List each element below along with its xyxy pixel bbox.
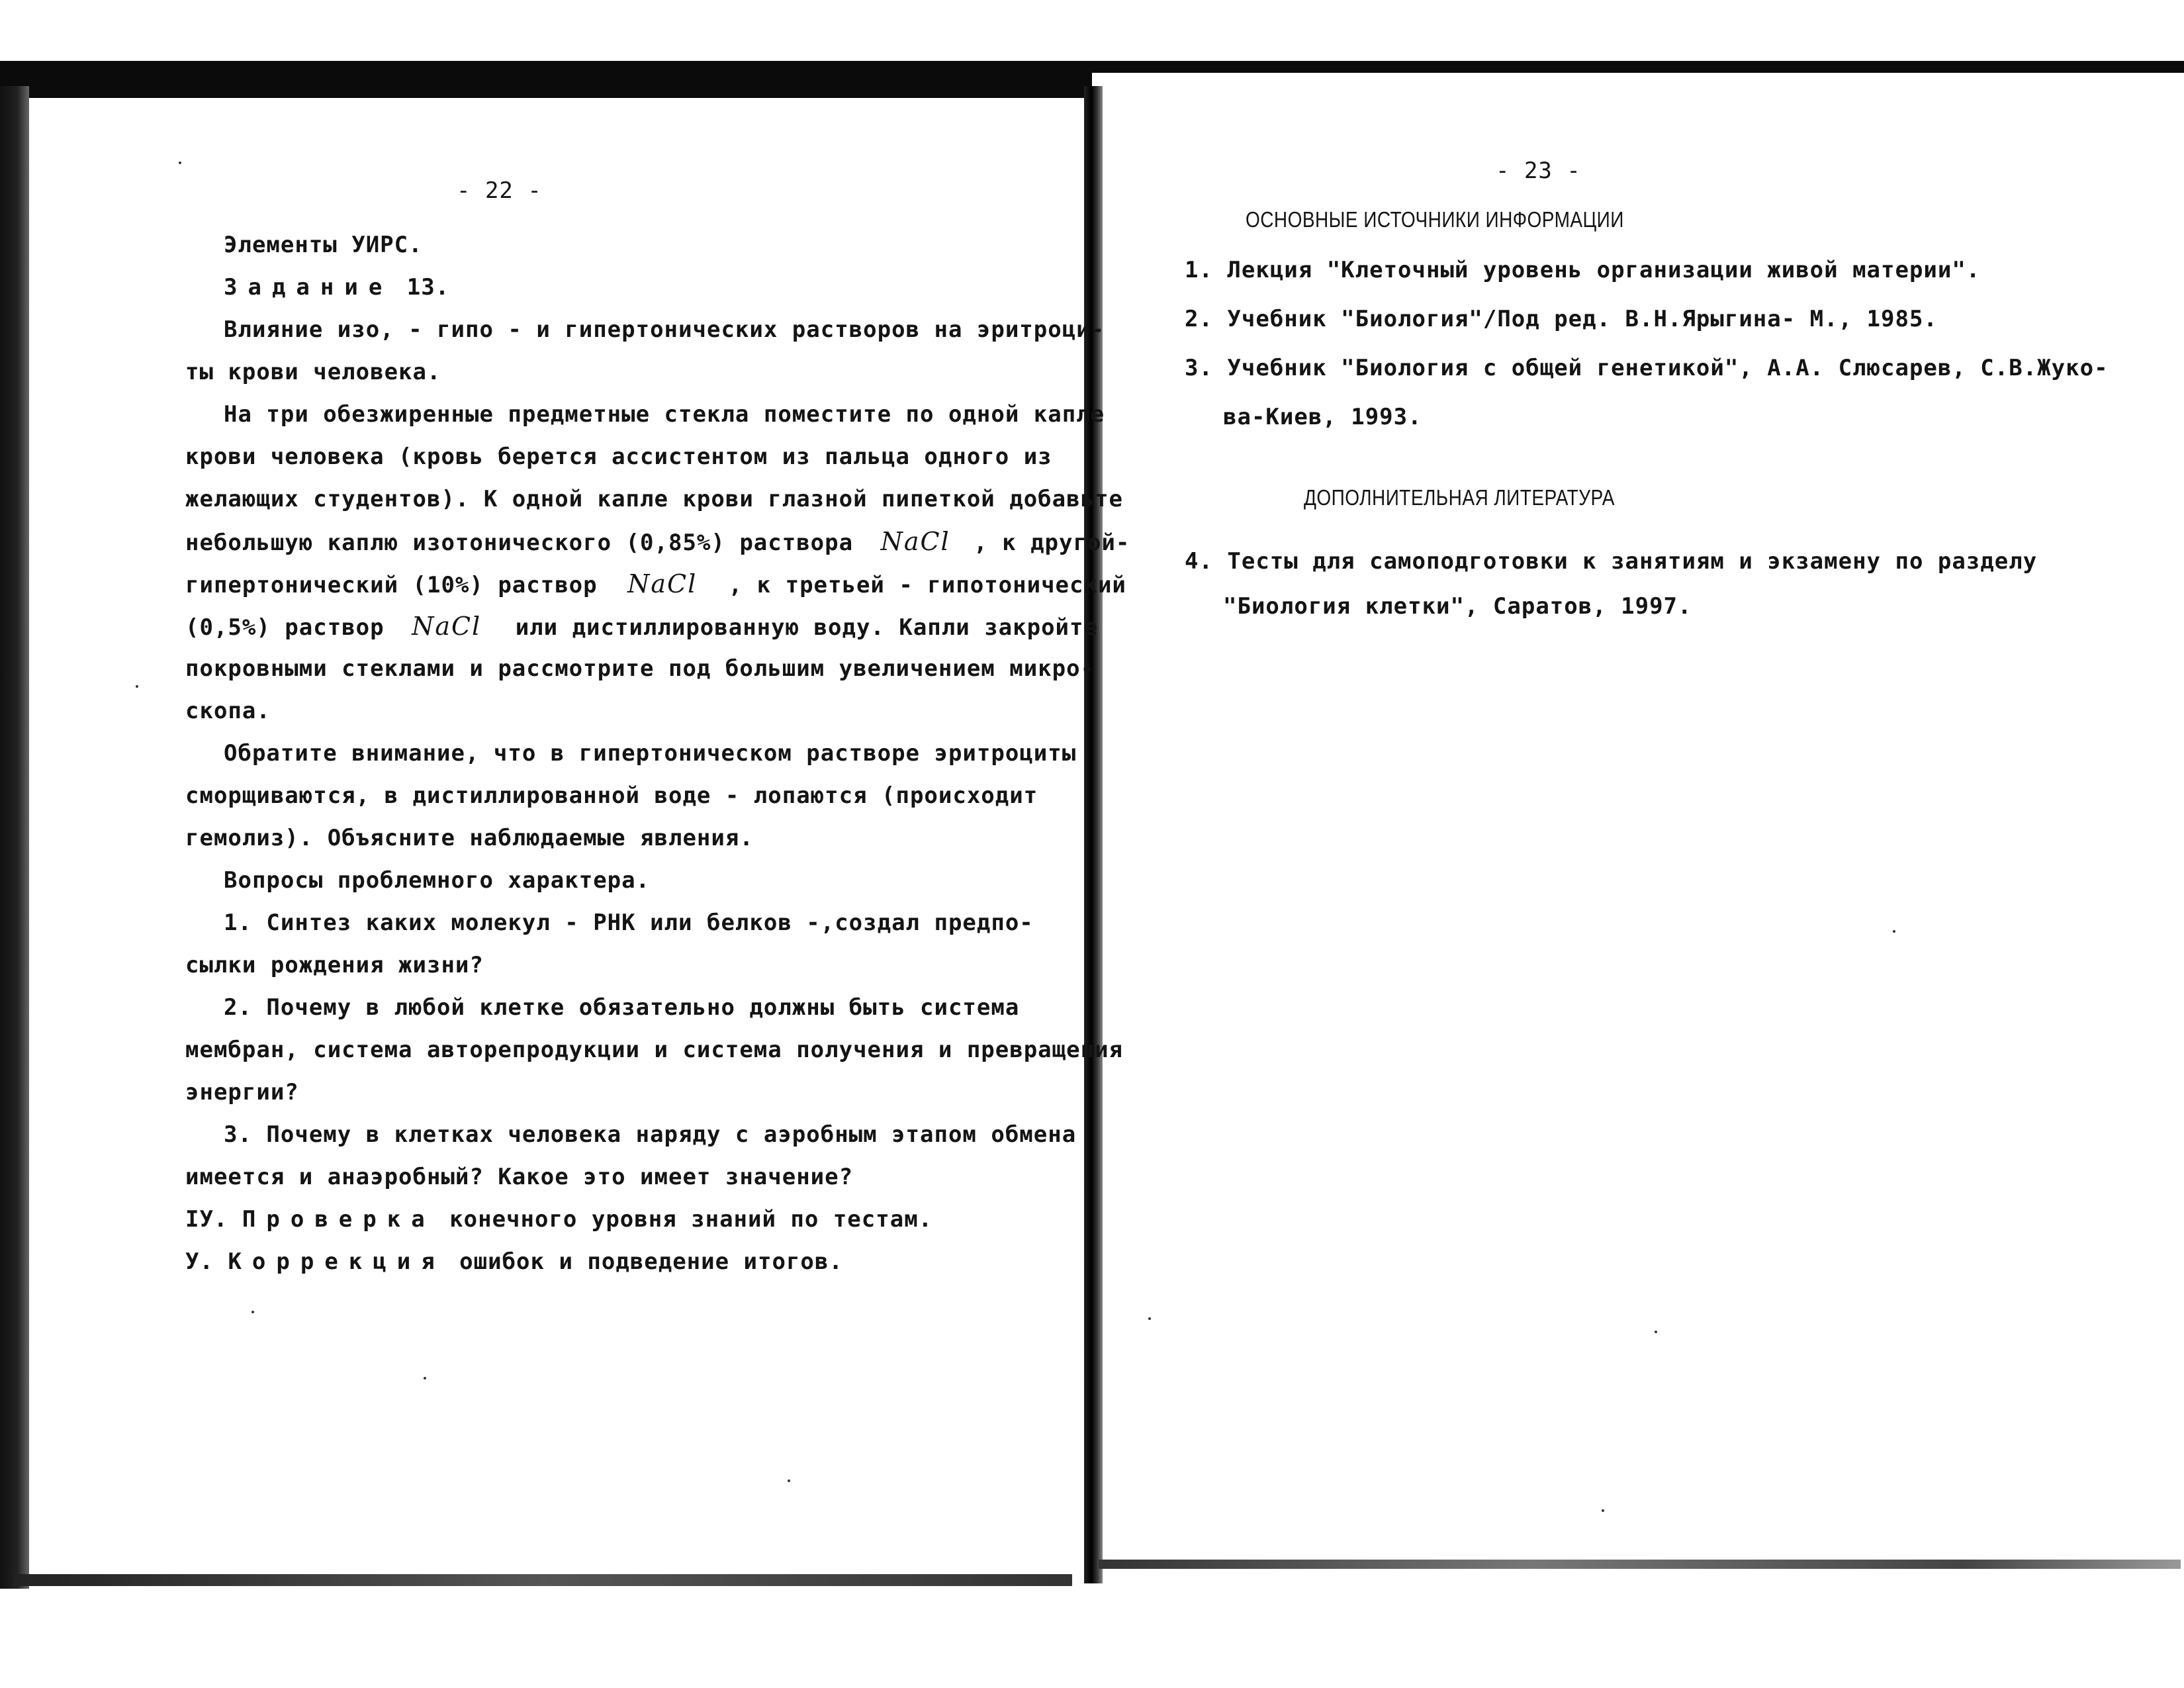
scan-speck [251,1311,254,1313]
section-title: Элементы УИРС. [224,232,423,258]
book-gutter [1084,86,1103,1583]
scan-speck [788,1479,790,1482]
section-five-line [185,1248,843,1275]
main-sources-title: ОСНОВНЫЕ ИСТОЧНИКИ ИНФОРМАЦИИ [1246,207,1624,232]
text-segment: , к другой- [974,530,1130,556]
scan-speck [179,162,181,164]
source-item: 4. Тесты для самоподготовки к занятиям и экзамену по разделу [1185,548,2038,575]
paragraph-line: крови человека (кровь берется ассистентом из пальца одного из [185,444,1052,470]
page-number-22: - 22 - [457,177,542,204]
task-title-line: ты крови человека. [185,359,441,385]
question-line: энергии? [185,1079,299,1105]
scan-speck [1893,930,1895,933]
paragraph-line: сморщиваются, в дистиллированной воде - лопаются (происходит [185,782,1038,809]
text-segment: , к третьей - гипотонический [728,572,1126,598]
section-number: У. [185,1248,214,1275]
paragraph-line: скопа. [185,698,271,724]
handwritten-formula: NaCl [880,527,950,556]
paragraph-line: покровными стеклами и рассмотрите под большим увеличением микро- [185,655,1095,682]
text-segment: конечного уровня знаний по тестам. [449,1206,933,1233]
spaced-heading: Проверка [242,1206,435,1233]
paragraph-line: гемолиз). Объясните наблюдаемые явления. [185,825,754,851]
paragraph-line: желающих студентов). К одной капле крови глазной пипеткой добавьте [185,486,1124,512]
paragraph-line [185,613,1098,641]
text-segment: гипертонический (10%) раствор [185,572,598,598]
task-label: Задание [224,274,393,301]
question-line: 3. Почему в клетках человека наряду с аэробным этапом обмена [224,1121,1077,1148]
section-number: IУ. [185,1206,228,1233]
questions-title: Вопросы проблемного характера. [224,867,651,894]
question-line: мембран, система авторепродукции и система получения и превращения [185,1037,1124,1063]
question-line: сылки рождения жизни? [185,952,484,978]
paragraph-line: На три обезжиренные предметные стекла поместите по одной капле [224,401,1105,428]
additional-literature-title: ДОПОЛНИТЕЛЬНАЯ ЛИТЕРАТУРА [1304,485,1615,510]
task-number: 13. [406,274,450,301]
scan-border-bottom-right [1099,1560,2181,1569]
scan-speck [1602,1509,1604,1512]
scan-border-top [0,61,2184,73]
section-four-line [185,1206,933,1233]
spaced-heading: Коррекция [228,1248,445,1275]
source-item: 2. Учебник "Биология"/Под ред. В.Н.Ярыгина- М., 1985. [1185,306,1938,332]
handwritten-formula: NaCl [412,612,482,641]
scan-speck [1148,1317,1151,1320]
question-line: 2. Почему в любой клетке обязательно должны быть система [224,994,1020,1021]
question-line: имеется и анаэробный? Какое это имеет значение? [185,1164,854,1190]
task-title-line: Влияние изо, - гипо - и гипертонических растворов на эритроци- [224,316,1105,343]
handwritten-formula: NaCl [627,569,698,598]
paragraph-line: Обратите внимание, что в гипертоническом растворе эритроциты [224,740,1077,767]
source-item-continued: "Биология клетки", Саратов, 1997. [1223,593,1692,620]
text-segment: (0,5%) раствор [185,614,385,641]
scan-border-top-left [0,73,1092,98]
scan-border-left [0,86,29,1589]
scan-speck [1655,1331,1657,1333]
text-segment: или дистиллированную воду. Капли закройте [515,614,1098,641]
source-item: 3. Учебник "Биология с общей генетикой", А.А. Слюсарев, С.В.Жуко- [1185,355,2109,381]
paragraph-line [185,528,1130,556]
scan-speck [424,1377,426,1380]
scan-speck [136,685,138,688]
source-item-continued: ва-Киев, 1993. [1223,404,1422,430]
paragraph-line [185,571,1126,598]
scan-border-bottom-left [13,1574,1072,1586]
text-segment: ошибок и подведение итогов. [459,1248,843,1275]
page-number-23: - 23 - [1496,158,1581,184]
text-segment: небольшую каплю изотонического (0,85%) раствора [185,530,854,556]
question-line: 1. Синтез каких молекул - РНК или белков -,создал предпо- [224,910,1034,936]
task-heading [224,274,449,301]
source-item: 1. Лекция "Клеточный уровень организации живой материи". [1185,257,1981,283]
